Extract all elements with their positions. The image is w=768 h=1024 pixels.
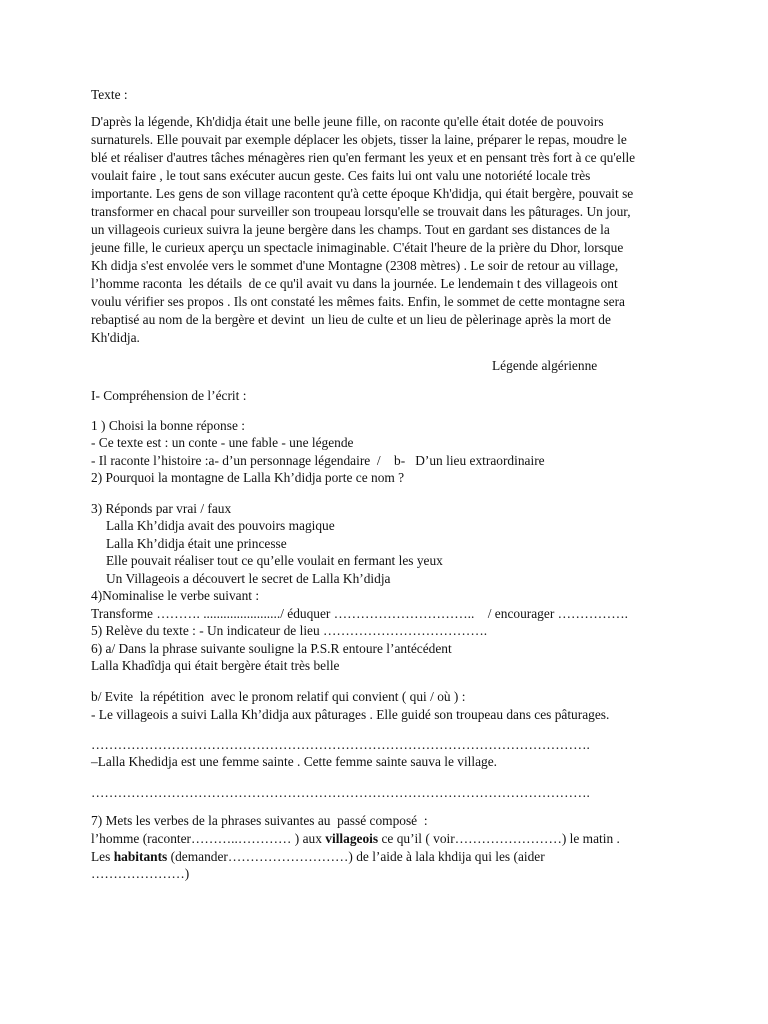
q6a-title: 6) a/ Dans la phrase suivante souligne la P.S.R entoure l’antécédent (91, 641, 452, 656)
q6a-sentence: Lalla Khadîdja qui était bergère était très belle (91, 658, 340, 673)
paragraph-line-5: importante. Les gens de son village racontent qu'à cette époque Kh'didja, qui était bergère, pouvait se (91, 186, 634, 201)
q3-item-2: Lalla Kh’didja était une princesse (106, 536, 287, 551)
q3-title: 3) Réponds par vrai / faux (91, 501, 232, 516)
paragraph-line-12: rebaptisé au nom de la bergère et devint un lieu de culte et un lieu de pèlerinage après la mort de (91, 312, 611, 327)
paragraph-line-2: surnaturels. Elle pouvait par exemple déplacer les objets, tisser la laine, préparer le repas, moudre le (91, 132, 627, 147)
q7-line-1-end: ce qu’il ( voir……………………) le matin . (378, 831, 620, 846)
q1-line-b: - Il raconte l’histoire :a- d’un personnage légendaire / b- D’un lieu extraordinaire (91, 453, 545, 468)
paragraph-line-8: jeune fille, le curieux aperçu un spectacle inimaginable. C'était l'heure de la prière du Dhor, lorsque (91, 240, 624, 255)
paragraph-line-10: l’homme raconta les détails de ce qu'il avait vu dans la journée. Le lendemain t des villageois ont (91, 276, 618, 291)
answer-dots-1: …………………………………………………………………………………………………. (91, 737, 590, 752)
q7-line-2 (91, 848, 545, 866)
paragraph-line-4: voulait faire , le tout sans exécuter aucun geste. Ces faits lui ont valu une notoriété locale très (91, 168, 591, 183)
q3-item-4: Un Villageois a découvert le secret de Lalla Kh’didja (106, 571, 391, 586)
paragraph-line-6: transformer en chacal pour surveiller son troupeau lorsqu'elle se trouvait dans les pâturages. Un jour, (91, 204, 631, 219)
q6b-sentence-1: - Le villageois a suivi Lalla Kh’didja aux pâturages . Elle guidé son troupeau dans ces pâturages. (91, 707, 610, 722)
paragraph-line-11: voulu vérifier ses propos . Ils ont constaté les mêmes faits. Enfin, le sommet de cette montagne sera (91, 294, 625, 309)
q7-line-1 (91, 830, 620, 848)
paragraph-line-1: D'après la légende, Kh'didja était une belle jeune fille, on raconte qu'elle était dotée de pouvoirs (91, 114, 604, 129)
answer-dots-2: …………………………………………………………………………………………………. (91, 785, 590, 800)
q7-line-2-start: Les (91, 849, 114, 864)
q3-item-1: Lalla Kh’didja avait des pouvoirs magique (106, 518, 335, 533)
q7-bold-villageois: villageois (325, 831, 379, 846)
text-source: Légende algérienne (492, 358, 598, 373)
paragraph-line-3: blé et réaliser d'autres tâches ménagères rien qu'en fermant les yeux et en pensant très fort à ce qu'elle (91, 150, 636, 165)
q5: 5) Relève du texte : - Un indicateur de lieu ………………………………. (91, 623, 488, 638)
q4-title: 4)Nominalise le verbe suivant : (91, 588, 260, 603)
q7-line-3: …………………) (91, 866, 190, 881)
q2: 2) Pourquoi la montagne de Lalla Kh’didja porte ce nom ? (91, 470, 405, 485)
q6b-sentence-2: –Lalla Khedidja est une femme sainte . Cette femme sainte sauva le village. (91, 754, 498, 769)
paragraph-line-7: un villageois curieux suivra la jeune bergère dans les champs. Tout en gardant ses distances de la (91, 222, 610, 237)
q4-line: Transforme ………. ......................./ éduquer ………………………….. / encourager ……………. (91, 606, 628, 621)
q7-bold-habitants: habitants (113, 849, 168, 864)
text-heading: Texte : (91, 87, 128, 102)
q3-item-3: Elle pouvait réaliser tout ce qu’elle voulait en fermant les yeux (106, 553, 443, 568)
q6b-title: b/ Evite la répétition avec le pronom relatif qui convient ( qui / où ) : (91, 689, 466, 704)
paragraph-line-9: Kh didja s'est envolée vers le sommet d'une Montagne (2308 mètres) . Le soir de retour au village, (91, 258, 619, 273)
q7-line-2-end: (demander………………………) de l’aide à lala khdija qui les (aider (167, 849, 545, 864)
comprehension-heading: I- Compréhension de l’écrit : (91, 388, 247, 403)
q1-line-a: - Ce texte est : un conte - une fable - une légende (91, 435, 354, 450)
q7-title: 7) Mets les verbes de la phrases suivantes au passé composé : (91, 813, 428, 828)
q1-title: 1 ) Choisi la bonne réponse : (91, 418, 245, 433)
q7-line-1-start: l’homme (raconter………..………… ) aux (91, 831, 326, 846)
paragraph-line-13: Kh'didja. (91, 330, 140, 345)
